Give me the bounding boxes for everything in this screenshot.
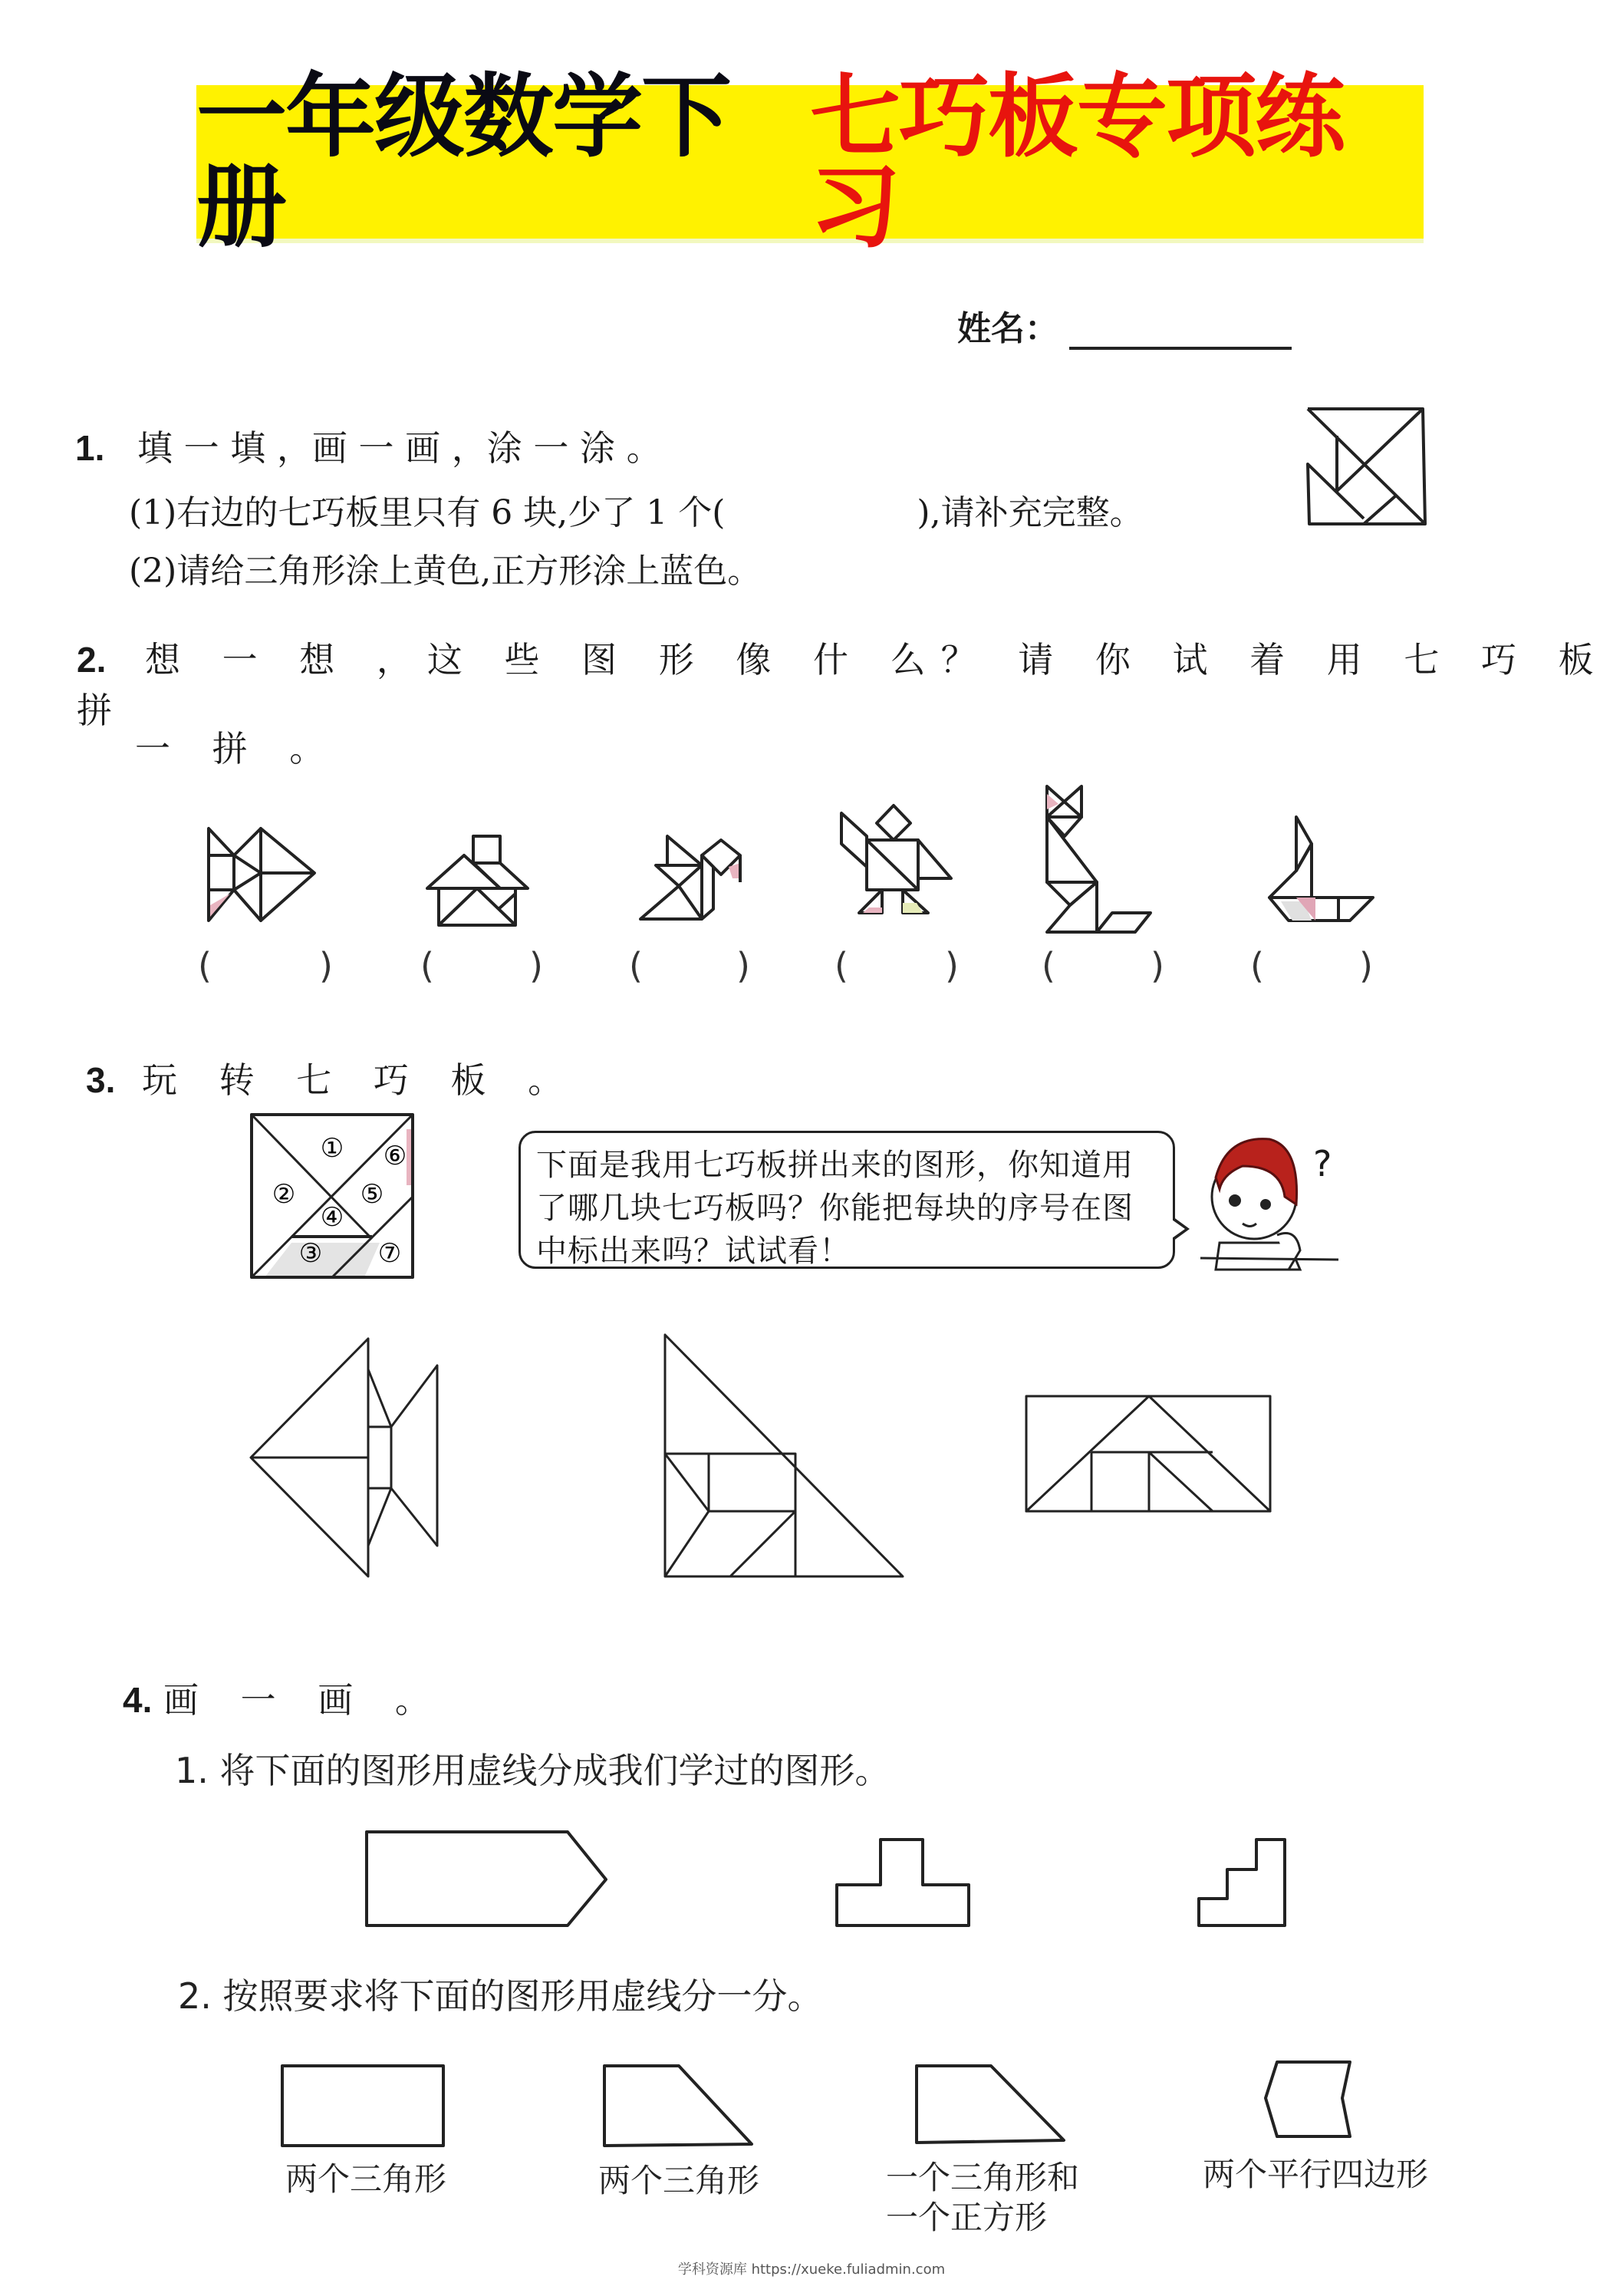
footer-watermark: 学科资源库 https://xueke.fuliadmin.com [677, 2261, 946, 2278]
q1-title: 填 一 填 ，画 一 画 ，涂 一 涂 。 [137, 427, 662, 469]
q2-line1: 想 一 想 ，这 些 图 形 像 什 么？ 请 你 试 着 用 七 巧 板 拼 [77, 639, 1609, 731]
answer-paren-open-5: ( [1042, 945, 1055, 987]
q2-heading [77, 632, 1623, 733]
q4-sub1: 1. 将下面的图形用虚线分成我们学过的图形。 [175, 1750, 891, 1791]
piece-label-2: ② [272, 1179, 296, 1210]
q3-shape-large-triangle [661, 1331, 907, 1584]
q4-caption-4: 两个平行四边形 [1203, 2156, 1429, 2193]
speech-bubble-tail-inner [1172, 1220, 1185, 1238]
answer-paren-close-1: ) [319, 945, 333, 987]
figure-fish [207, 821, 322, 928]
q3-number: 3. [86, 1060, 116, 1100]
name-input-line[interactable] [1069, 316, 1292, 350]
q1-number: 1. [75, 428, 105, 468]
answer-paren-close-4: ) [945, 945, 959, 987]
answer-paren-close-6: ) [1359, 945, 1373, 987]
q3-title: 玩 转 七 巧 板 。 [142, 1059, 579, 1101]
figure-squirrel [637, 828, 752, 928]
title-black: 一年级数学下册 [196, 64, 731, 260]
answer-paren-close-5: ) [1151, 945, 1164, 987]
piece-label-7: ⑦ [377, 1238, 402, 1269]
q4-title: 画 一 画 。 [163, 1679, 446, 1721]
piece-label-3: ③ [298, 1238, 323, 1269]
answer-paren-open-6: ( [1250, 945, 1264, 987]
figure-person [840, 802, 963, 932]
q1-heading [75, 420, 662, 471]
q4-shape-staircase [1197, 1837, 1292, 1929]
q4-shape2-trapezoid-a [602, 2064, 756, 2149]
piece-label-1: ① [320, 1133, 344, 1164]
q4-sub2: 2. 按照要求将下面的图形用虚线分一分。 [178, 1975, 823, 2017]
piece-label-6: ⑥ [383, 1141, 407, 1171]
q3-reference-tangram [249, 1112, 414, 1280]
q4-shape2-chevron [1262, 2060, 1354, 2144]
name-field[interactable] [957, 301, 1292, 350]
q4-shape2-rectangle [280, 2064, 449, 2149]
name-label: 姓名： [957, 309, 1058, 348]
piece-label-4: ④ [320, 1202, 344, 1233]
q4-shape-t-shape [835, 1837, 976, 1929]
q2-answer-row [192, 945, 1419, 991]
speech-bubble [519, 1131, 1175, 1269]
q4-caption-3b: 一个正方形 [886, 2199, 1048, 2236]
question-mark: ? [1313, 1143, 1332, 1184]
q1-incomplete-tangram [1304, 405, 1427, 528]
bubble-line-3: 中标出来吗？试试看！ [536, 1234, 851, 1269]
title-banner [196, 64, 1424, 260]
answer-paren-open-4: ( [835, 945, 848, 987]
q3-heading [86, 1052, 578, 1103]
q1-part1-text: (1)右边的七巧板里只有 6 块,少了 1 个( [129, 493, 726, 532]
piece-label-5: ⑤ [360, 1179, 384, 1210]
answer-paren-open-2: ( [420, 945, 434, 987]
bubble-line-2: 了哪几块七巧板吗？你能把每块的序号在图 [536, 1191, 1134, 1226]
q3-shape-fish [249, 1335, 487, 1588]
q4-number: 4. [123, 1680, 153, 1720]
figure-house [426, 828, 533, 928]
q4-caption-2: 两个三角形 [598, 2162, 760, 2199]
q3-shape-rectangle [1022, 1392, 1276, 1515]
q4-caption-3a: 一个三角形和 [886, 2159, 1080, 2196]
q1-part2: (2)请给三角形涂上黄色,正方形涂上蓝色。 [129, 552, 762, 591]
figure-sailboat [1266, 813, 1381, 928]
answer-paren-close-3: ) [736, 945, 750, 987]
q4-heading [123, 1672, 446, 1723]
q2-number: 2. [77, 640, 107, 680]
figure-cat [1043, 782, 1166, 936]
q1-part1-text-after: ),请补充完整。 [917, 493, 1144, 532]
q4-shape2-trapezoid-b [914, 2064, 1068, 2149]
q1-part1 [129, 485, 1144, 534]
q4-shape-pentagon-arrow [364, 1830, 617, 1929]
answer-paren-open-3: ( [629, 945, 643, 987]
q4-caption-1: 两个三角形 [285, 2160, 447, 2198]
answer-paren-open-1: ( [198, 945, 212, 987]
answer-paren-close-2: ) [529, 945, 543, 987]
bubble-line-1: 下面是我用七巧板拼出来的图形，你知道用 [536, 1148, 1134, 1183]
title-red: 七巧板专项练习 [810, 64, 1345, 260]
q2-line2: 一 拼 。 [135, 728, 341, 769]
